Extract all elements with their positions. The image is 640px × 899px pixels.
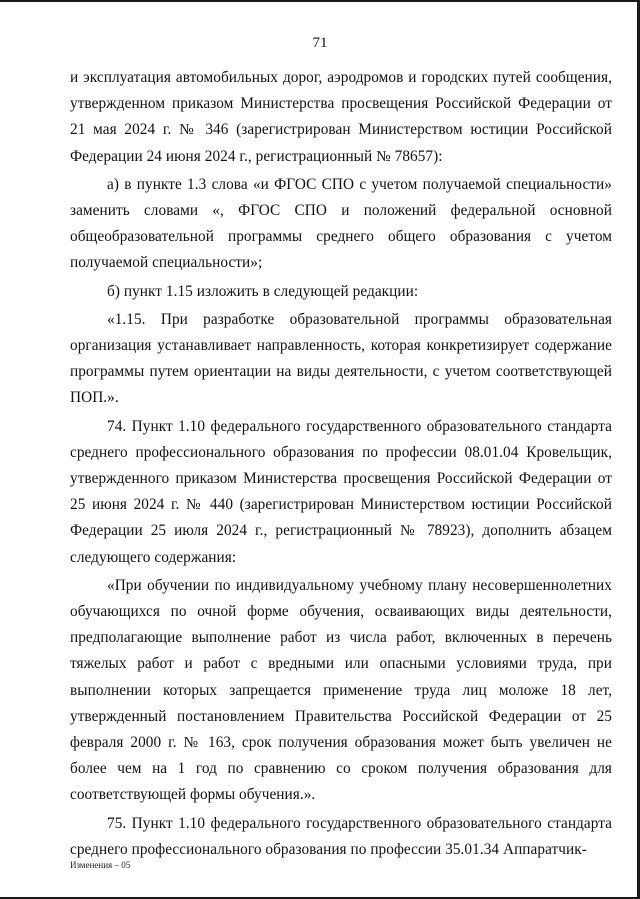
paragraph-continuation: и эксплуатация автомобильных дорог, аэродромов и городских путей сообщения, утвержденном приказом Министерства просвещения Российской Федерации от 21 мая 2024 г. № 346 (зарегистрирован Министерством юстиции Российской Федерации 24 июня 2024 г., регистрационный № 78657): [70,69,612,165]
paragraph-item-75: 75. Пункт 1.10 федерального государственного образовательного стандарта среднего профессионального образования по профессии 35.01.34 Аппаратчик- [70,814,612,858]
page-number: 71 [312,35,328,51]
paragraph-item-a: а) в пункте 1.3 слова «и ФГОС СПО с учетом получаемой специальности» заменить словами «, ФГОС СПО и положений федеральной основной общеобразовательной программы среднего общего образования с учетом получаемой специальности»; [70,175,612,272]
paragraph-item-74: 74. Пункт 1.10 федерального государственного образовательного стандарта среднего профессионального образования по профессии 08.01.04 Кровельщик, утвержденного приказом Министерства просвещения Российской Федерации от 25 июня 2024 г. № 440 (зарегистрирован Министерством юстиции Российской Федерации 25 июля 2024 г., регистрационный № 78923), дополнить абзацем следующего содержания: [70,417,612,566]
paragraph-item-b: б) пункт 1.15 изложить в следующей редакции: [107,282,419,300]
paragraph-quote-74: «При обучении по индивидуальному учебному плану несовершеннолетних обучающихся по очной форме обучения, осваивающих виды деятельности, предполагающие выполнение работ из числа работ, включенных в перечень тяжелых работ и работ с вредными или опасными условиями труда, при выполнении которых запрещается применение труда лиц моложе 18 лет, утвержденный постановлением Правительства Российской Федерации от 25 февраля 2000 г. № 163, срок получения образования может быть увеличен не более чем на 1 год по сравнению со сроком получения образования для соответствующей формы обучения.». [70,576,612,804]
paragraph-quote-1-15: «1.15. При разработке образовательной программы образовательная организация устанавливает направленность, которая конкретизирует содержание программы путем ориентации на виды деятельности, с учетом соответствующей ПОП.». [70,310,612,407]
scan-border-top [0,0,640,2]
document-body [70,65,612,863]
footer-note: Изменения – 05 [70,860,131,870]
